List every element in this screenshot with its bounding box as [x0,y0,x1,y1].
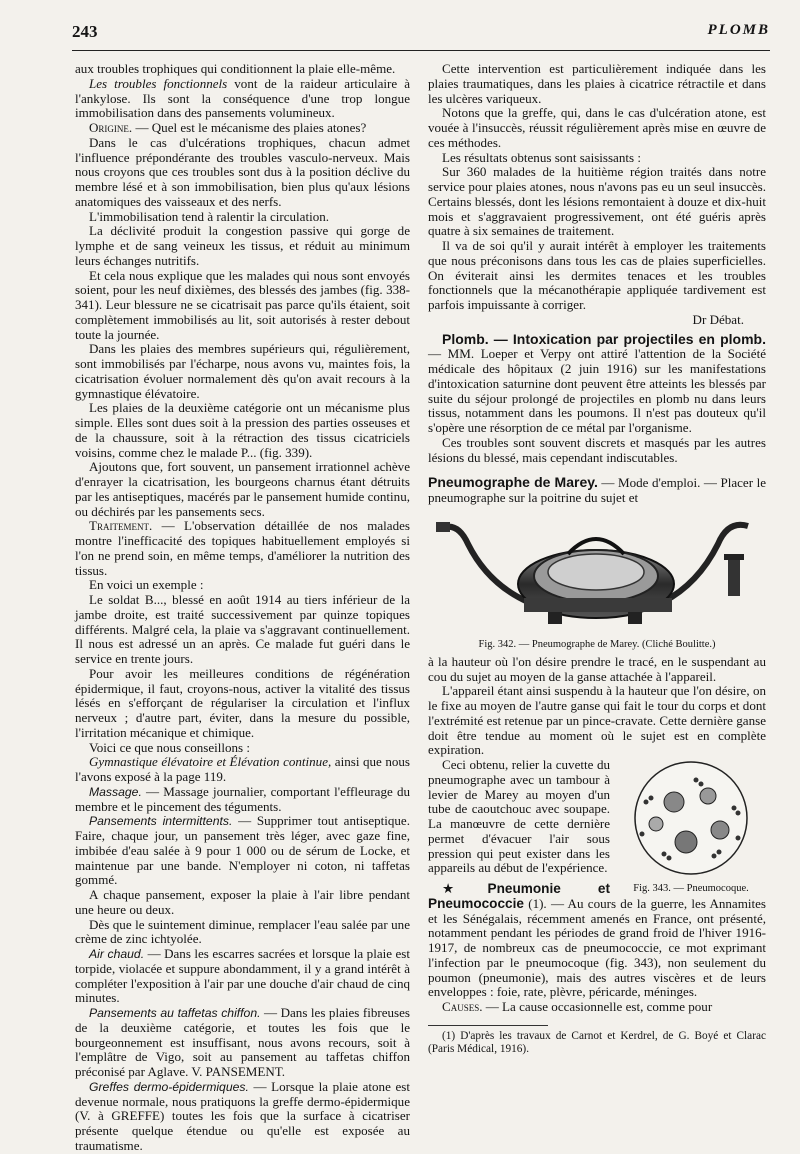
paragraph: A chaque pansement, exposer la plaie à l'air libre pendant une heure ou deux. [75,887,410,917]
pneumococcus-figure [616,758,766,895]
entry-heading: ★Pneumonie et Pneumococcie [428,881,610,911]
pneumograph-illustration [428,514,766,634]
paragraph: Ajoutons que, fort souvent, un pansement irrationnel achève d'enrayer la cicatrisation, les bourgeons charnus étant détruits par les antiseptiques, macérés par le pansement humide continu, ou déchirés par les pansements secs. [75,459,410,519]
paragraph: Le soldat B..., blessé en août 1914 au tiers inférieur de la jambe droite, est traité successivement par quinze topiques différents. Malgré cela, la plaie va s'aggravant continuellement. Il nous est adressé un an après. Ce malade fut guéri dans le service en trente jours. [75,592,410,666]
paragraph: Dans le cas d'ulcérations trophiques, chacun admet l'influence prépondérante des troubles vasculo-nerveux. Mais nous croyons que ces troubles sont dus à la position déclive du membre lésé et à son immobilisation, bien plus qu'aux lésions anatomiques des vaisseaux et des nerfs. [75,134,410,209]
paragraph: Sur 360 malades de la huitième région traités dans notre service pour plaies atones, nous n'avons pas eu un seul insuccès. Certains blessés, dont les lésions remontaient à douze et dix-huit mois et s'aggravaient progressivement, ont été guéris après quatre à six semaines de traitement. [428,164,766,239]
paragraph: Pour avoir les meilleures conditions de régénération épidermique, il faut, croyons-nous, activer la vitalité des tissus lésés en s'efforçant de régulariser la circulation et l'influx nerveux ; d'autre part, éviter, dans la mesure du possible, l'irritation mécanique et chimique. [75,665,410,740]
paragraph: Cette intervention est particulièrement indiquée dans les plaies traumatiques, dans les plaies à cicatrice rétractile et dans les ulcères variqueux. [428,61,766,106]
figure-caption: Fig. 342. — Pneumographe de Marey. (Cliché Boulitte.) [478,638,716,650]
right-column [428,62,766,1056]
footnote: (1) D'après les travaux de Carnot et Kerdrel, de G. Boyé et Clarac (Paris Médical, 1916). [428,1029,766,1055]
paragraph: Air chaud. — Dans les escarres sacrées et lorsque la plaie est torpide, violacée et suppure abondamment, il y a grand intérêt à compléter l'exposition à l'air par une douche d'air chaud de cinq minutes. [75,946,410,1006]
paragraph: Causes. — La cause occasionnelle est, comme pour [442,999,713,1014]
paragraph: Plomb. — Intoxication par projectiles en plomb. — MM. Loeper et Verpy ont attiré l'attention de la Société médicale des hôpitaux (2 juin 1916) sur les manifestations d'intoxication saturnine dont peuvent être atteints les blessés par suite du séjour prolongé de projectiles en plomb nu dans leurs tissus, notamment dans les poumons. Il n'est pas douteux qu'il s'opère une résorption de ce métal par l'organisme. [428,330,766,435]
paragraph: L'appareil étant ainsi suspendu à la hauteur que l'on désire, on le fixe au moyen de l'autre ganse qui fait le tour du corps et dont l'extrémité est retenue par un pince-cravate. Cette dernière ganse doit être tendue au moment où le sujet est en complète expiration. [428,683,766,758]
left-column [75,62,410,1154]
footnote-rule [428,1025,548,1026]
pneumococcus-drawing [616,758,766,878]
paragraph: Il va de soi qu'il y aurait intérêt à employer les traitements que nous préconisons dans tous les cas de plaies superficielles. On éviterait ainsi les dermites tenaces et les troubles fonctionnels que la mécanothérapie appliquée tardivement est parfois impuissante à corriger. [428,238,766,312]
paragraph: Les troubles fonctionnels vont de la raideur articulaire à l'ankylose. Ils sont la conséquence d'une trop longue immobilisation dans des pansements volumineux. [75,75,410,121]
paragraph: aux troubles trophiques qui conditionnent la plaie elle-même. [75,61,396,76]
paragraph: Ceci obtenu, relier la cuvette du pneumographe avec un tambour à levier de Marey au moyen d'un tube de caoutchouc avec soupape. La manœuvre de cette dernière permet d'évacuer l'air sous pression qui peut exister dans les appareils au début de l'expérience. [428,757,610,876]
paragraph: Notons que la greffe, qui, dans le cas d'ulcération atone, est vouée à l'insuccès, réussit régulièrement après mise en œuvre de ces méthodes. [428,105,766,150]
page-number: 243 [72,22,98,41]
paragraph: ★Pneumonie et Pneumococcie (1). — Au cours de la guerre, les Annamites et les Sénégalais, récemment amenés en France, ont présenté, notamment pendant les périodes de grand froid de l'hiver 1916-1917, de nombreux cas de pneumococcie, ce mot exprimant l'infection par le pneumocoque (fig. 343), non seulement du poumon (pneumonie), mais des autres viscères et de leurs enveloppes : foie, rate, plèvre, péricarde, méninges. [428,881,766,1000]
paragraph: La déclivité produit la congestion passive qui gorge de lymphe et de sang veineux les tissus, et réduit au minimum leurs échanges nutritifs. [75,223,410,268]
paragraph: Origine. — Quel est le mécanisme des plaies atones? [89,120,367,135]
pneumograph-drawing [428,514,766,634]
paragraph: Les résultats obtenus sont saisissants : [442,149,641,165]
paragraph: Ces troubles sont souvent discrets et masqués par les autres lésions du blessé, mais cependant indiscutables. [428,434,766,465]
paragraph: Gymnastique élévatoire et Élévation continue, ainsi que nous l'avons exposé à la page 119. [75,754,410,784]
paragraph: Dans les plaies des membres supérieurs qui, régulièrement, sont immobilisés par l'écharpe, nous avons vu, maintes fois, la cicatrisation évoluer normalement dès qu'on avait recours à la gymnastique élévatoire. [75,341,410,401]
paragraph: Et cela nous explique que les malades qui nous sont envoyés soient, pour les neuf dixièmes, des blessés des jambes (fig. 338-341). Leur blessure ne se cicatrisait pas parce qu'ils étaient, soit complètement immobilisés au lit, soit autorisés à rester debout toute la journée. [75,267,410,342]
paragraph: Dès que le suintement diminue, remplacer l'eau salée par une crème de zinc ichtyolée. [75,916,410,947]
paragraph: Les plaies de la deuxième catégorie ont un mécanisme plus simple. Elles sont dues soit à la pression des parties osseuses et de la chaussure, soit à la rétraction des tissus cicatriciels voisins, comme chez le malade P... (fig. 339). [75,400,410,460]
paragraph: Pneumographe de Marey. — Mode d'emploi. — Placer le pneumographe sur la poitrine du sujet et [428,474,766,505]
running-title: PLOMB [707,22,770,38]
page-header [72,22,770,51]
paragraph: Voici ce que nous conseillons : [89,739,251,755]
paragraph: Greffes dermo-épidermiques. — Lorsque la plaie atone est devenue normale, nous pratiquons la greffe dermo-épidermique (V. à GREFFE) toutes les fois que la surface à cicatriser présente quelque étendue ou qu'elle est exposée au traumatisme. [75,1078,410,1153]
paragraph: Pansements au taffetas chiffon. — Dans les plaies fibreuses de la deuxième catégorie, et toutes les fois que le bourgeonnement est insuffisant, nous avons recours, soit à l'emplâtre de Vigo, soit au pansement au taffetas chiffon préconisé par Aglave. V. PANSEMENT. [75,1005,410,1079]
paragraph: En voici un exemple : [89,577,204,593]
entry-heading: Pneumographe de Marey. [428,474,598,491]
paragraph: Massage. — Massage journalier, comportant l'effleurage du membre et le pincement des téguments. [75,783,410,814]
paragraph: Pansements intermittents. — Supprimer tout antiseptique. Faire, chaque jour, un pansement très léger, avec gaze fine, imbibée d'eau salée à 9 pour 1 000 ou de sérum de Locke, et maintenue par une bande. N'employer ni coton, ni taffetas gommé. [75,813,410,888]
author-signature: Dr Débat. [692,311,744,327]
entry-heading: Plomb. — Intoxication par projectiles en plomb. [442,330,766,347]
paragraph: à la hauteur où l'on désire prendre le tracé, en le suspendant au cou du sujet au moyen de la ganse attachée à l'appareil. [428,653,766,684]
figure-caption: Fig. 343. — Pneumocoque. [633,882,749,894]
paragraph: Traitement. — L'observation détaillée de nos malades montre l'inefficacité des topiques habituellement employés si l'on ne prend soin, en même temps, d'améliorer la nutrition des tissus. [75,518,410,578]
paragraph: L'immobilisation tend à ralentir la circulation. [89,208,330,224]
